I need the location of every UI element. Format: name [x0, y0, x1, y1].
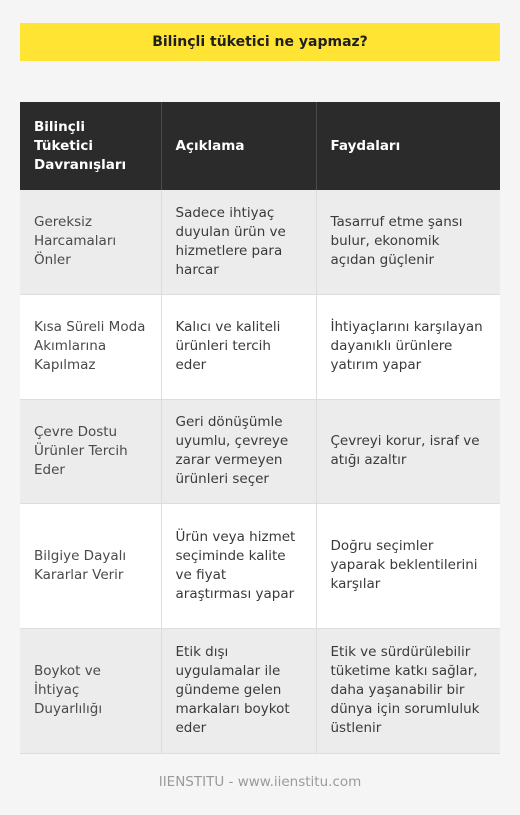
- benefit-cell: Çevreyi korur, israf ve atığı azaltır: [316, 399, 500, 503]
- table-row: [20, 294, 500, 399]
- behavior-cell: Boykot ve İhtiyaç Duyarlılığı: [20, 628, 161, 753]
- description-cell: Etik dışı uygulamalar ile gündeme gelen markaları boykot eder: [161, 628, 316, 753]
- footer-credit: IIENSTITU - www.iienstitu.com: [158, 774, 362, 790]
- header-behavior: Bilinçli Tüketici Davranışları: [20, 102, 161, 190]
- behavior-cell: Kısa Süreli Moda Akımlarına Kapılmaz: [20, 294, 161, 399]
- page-title: Bilinçli tüketici ne yapmaz?: [20, 23, 500, 61]
- benefit-cell: Doğru seçimler yaparak beklentilerini karşılar: [316, 503, 500, 628]
- consumer-behavior-table: [20, 102, 500, 754]
- behavior-cell: Bilgiye Dayalı Kararlar Verir: [20, 503, 161, 628]
- description-cell: Sadece ihtiyaç duyulan ürün ve hizmetlere para harcar: [161, 190, 316, 294]
- benefit-cell: İhtiyaçlarını karşılayan dayanıklı ürünlere yatırım yapar: [316, 294, 500, 399]
- table-row: [20, 503, 500, 628]
- header-description: Açıklama: [161, 102, 316, 190]
- description-cell: Kalıcı ve kaliteli ürünleri tercih eder: [161, 294, 316, 399]
- description-cell: Geri dönüşümle uyumlu, çevreye zarar vermeyen ürünleri seçer: [161, 399, 316, 503]
- table-header-row: [20, 102, 500, 190]
- description-cell: Ürün veya hizmet seçiminde kalite ve fiyat araştırması yapar: [161, 503, 316, 628]
- table-row: [20, 190, 500, 294]
- behavior-cell: Çevre Dostu Ürünler Tercih Eder: [20, 399, 161, 503]
- behavior-cell: Gereksiz Harcamaları Önler: [20, 190, 161, 294]
- benefit-cell: Etik ve sürdürülebilir tüketime katkı sağlar, daha yaşanabilir bir dünya için sorumluluk üstlenir: [316, 628, 500, 753]
- table-row: [20, 399, 500, 503]
- header-benefit: Faydaları: [316, 102, 500, 190]
- benefit-cell: Tasarruf etme şansı bulur, ekonomik açıdan güçlenir: [316, 190, 500, 294]
- table-row: [20, 628, 500, 753]
